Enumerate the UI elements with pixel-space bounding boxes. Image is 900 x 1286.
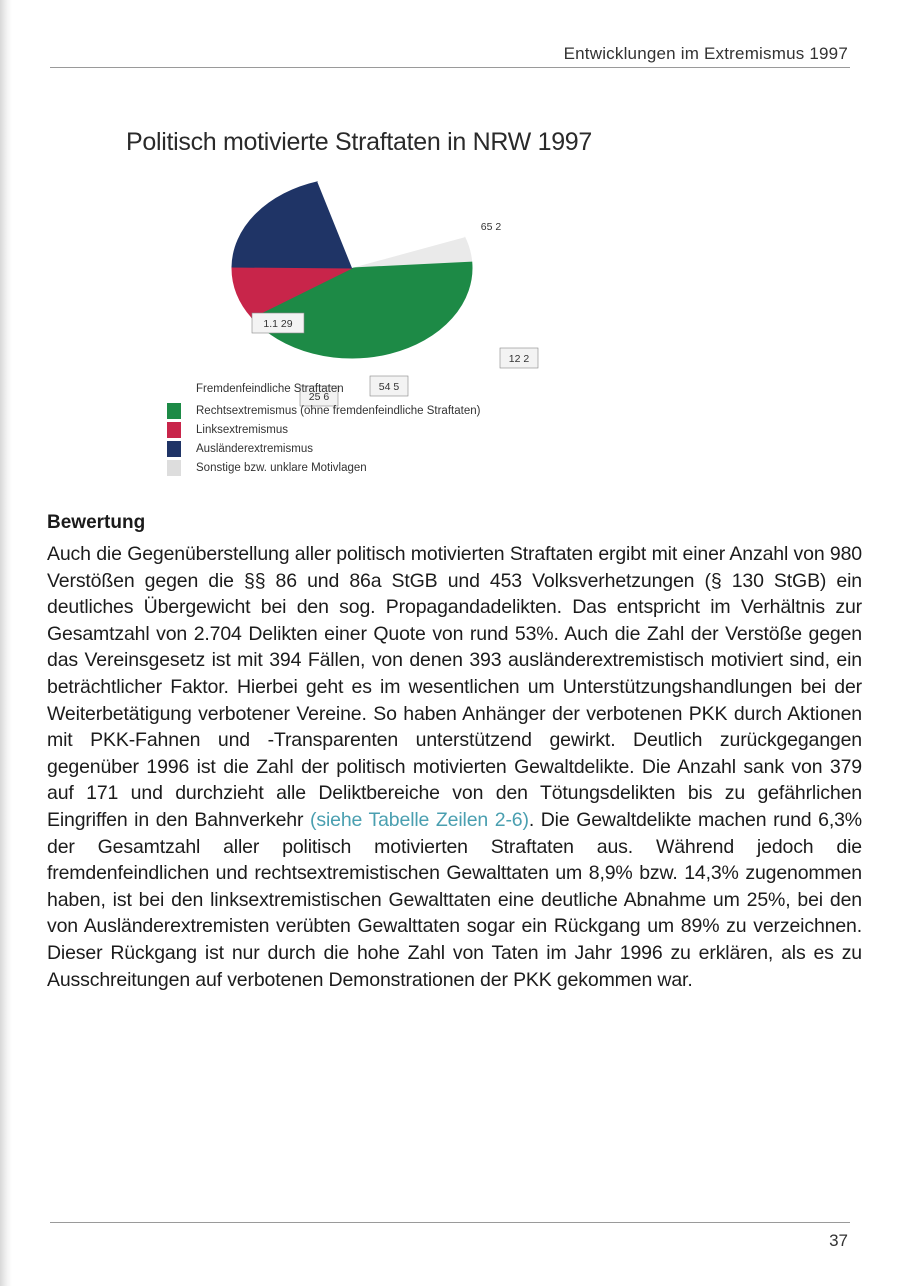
body-text-part-2: . Die Gewaltdelikte machen rund 6,3% der Gesamtzahl aller politisch motivierten Straftaten aus. Während jedoch die fremdenfeindlichen und rechtsextremistischen Gewalttaten um 8,9% bzw. 14,3% zugenommen haben, ist bei den linksextremistischen Gewalttaten eine deutliche Abnahme um 25%, bei den von Ausländerextremisten verübten Gewalttaten sogar ein Rückgang um 89% zu verzeichnen. Dieser Rückgang ist nur durch die hohe Zahl von Taten im Jahr 1996 zu erklären, als es zu Ausschreitungen auf verbotenen Demonstrationen der PKK gekommen war. [47, 808, 862, 991]
svg-text:12 2: 12 2 [508, 353, 530, 365]
chart-legend [167, 379, 480, 477]
svg-text:54 5: 54 5 [378, 381, 400, 393]
legend-item-sonstige [167, 458, 480, 477]
legend-item-auslaenderextremismus [167, 439, 480, 458]
legend-swatch-red [167, 422, 181, 438]
page-number: 37 [829, 1231, 848, 1250]
legend-item-fremdenfeindlich [196, 379, 480, 398]
header-rule [50, 67, 850, 68]
legend-label: Sonstige bzw. unklare Motivlagen [196, 461, 367, 474]
svg-text:1.1 29: 1.1 29 [263, 318, 293, 330]
data-label [252, 313, 304, 333]
legend-swatch-navy [167, 441, 181, 457]
body-paragraph [47, 541, 862, 993]
legend-label: Ausländerextremismus [196, 442, 313, 455]
legend-swatch-green [167, 403, 181, 419]
page-edge-shadow [0, 0, 12, 1286]
legend-label: Rechtsextremismus (ohne fremdenfeindliche Straftaten) [196, 404, 481, 417]
body-text-part-1: Auch die Gegenüberstellung aller politisch motivierten Straftaten ergibt mit einer Anzahl von 980 Verstößen gegen die §§ 86 und 86a StGB und 453 Volksverhetzungen (§ 130 StGB) ein deutliches Übergewicht bei den sog. Propagandadelikten. Das entspricht im Verhältnis zur Gesamtzahl von 2.704 Delikten einer Quote von rund 53%. Auch die Zahl der Verstöße gegen das Vereinsgesetz ist mit 394 Fällen, von denen 393 ausländerextremistisch motiviert sind, ein beträchtlicher Faktor. Hierbei geht es im wesentlichen um Unterstützungshandlungen bei der Weiterbetätigung verbotener Vereine. So haben Anhänger der verbotenen PKK durch Aktionen mit PKK-Fahnen und -Transparenten unterstützend gewirkt. Deutlich zurückgegangen gegenüber 1996 ist die Zahl der politisch motivierten Gewaltdelikte. Die Anzahl sank von 379 auf 171 und durchzieht alle Deliktbereiche von den Tötungsdelikten bis zu gefährlichen Eingriffen in den Bahnverkehr [47, 543, 862, 831]
legend-label: Fremdenfeindliche Straftaten [196, 382, 344, 395]
footer-rule [50, 1222, 850, 1223]
legend-swatch-grey [167, 460, 181, 476]
legend-label: Linksextremismus [196, 423, 289, 436]
data-label [481, 221, 502, 233]
legend-item-rechtsextremismus [167, 401, 480, 420]
data-label [500, 348, 538, 368]
svg-text:25 6: 25 6 [308, 391, 330, 403]
section-heading: Bewertung [47, 512, 146, 533]
svg-text:65 2: 65 2 [480, 221, 502, 233]
running-header: Entwicklungen im Extremismus 1997 [563, 44, 848, 63]
table-reference-link[interactable]: (siehe Tabelle Zeilen 2-6) [310, 808, 529, 831]
chart-title: Politisch motivierte Straftaten in NRW 1997 [126, 128, 593, 156]
legend-item-linksextremismus [167, 420, 480, 439]
